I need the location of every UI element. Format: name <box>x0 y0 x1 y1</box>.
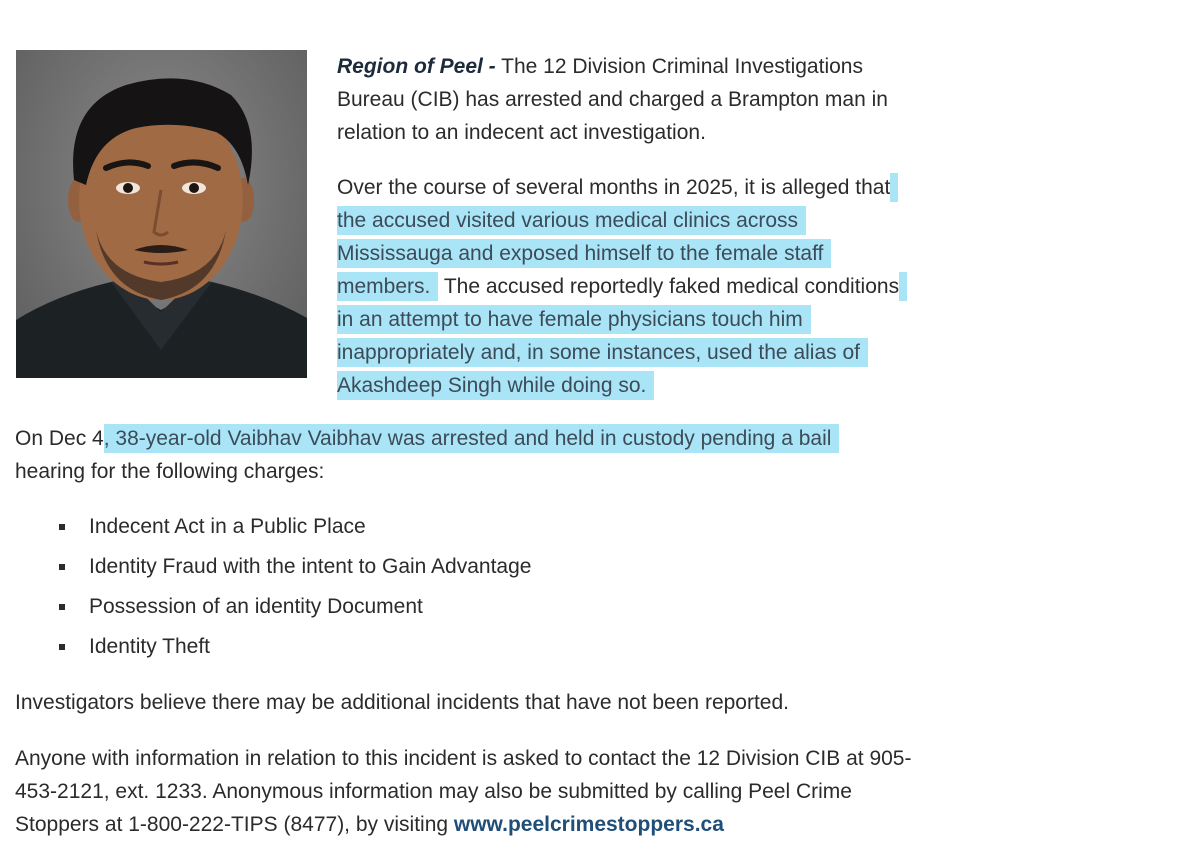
intro-column <box>337 50 917 402</box>
allegation-text-2: The accused reportedly faked medical conditions <box>438 275 900 298</box>
location-label: Region of Peel - <box>337 55 496 78</box>
allegation-text-1: Over the course of several months in 2025, it is alleged that <box>337 176 891 199</box>
arrest-paragraph <box>15 422 915 488</box>
investigators-section <box>15 686 915 719</box>
arrest-text-2: hearing for the following charges: <box>15 460 325 483</box>
arrest-highlight: , 38-year-old Vaibhav Vaibhav was arrested and held in custody pending a bail <box>104 424 840 453</box>
bullet-square-icon <box>59 604 65 610</box>
contact-section <box>15 742 915 841</box>
charge-label: Identity Theft <box>89 635 211 658</box>
list-item <box>15 510 531 550</box>
list-item <box>15 630 531 670</box>
bullet-square-icon <box>59 524 65 530</box>
charge-label: Indecent Act in a Public Place <box>89 515 366 538</box>
allegation-highlight-2: in an attempt to have female physicians touch him inappropriately and, in some instances, used the alias of Akashdeep Singh while doing so. <box>337 272 907 400</box>
charge-label: Possession of an identity Document <box>89 595 423 618</box>
intro-paragraph <box>337 50 917 149</box>
arrest-section <box>15 422 915 488</box>
investigators-paragraph: Investigators believe there may be additional incidents that have not been reported. <box>15 691 789 714</box>
intro-text: The 12 Division Criminal Investigations Bureau (CIB) has arrested and charged a Brampton man in relation to an indecent act investigation. <box>337 55 888 144</box>
list-item <box>15 590 531 630</box>
contact-text: Anyone with information in relation to this incident is asked to contact the 12 Division CIB at 905-453-2121, ext. 1233. Anonymous information may also be submitted by calling Peel Crime Stoppers at 1-800-222-TIPS (8477), by visiting <box>15 747 912 836</box>
person-portrait-icon <box>16 50 307 378</box>
bullet-square-icon <box>59 644 65 650</box>
bullet-square-icon <box>59 564 65 570</box>
allegation-highlight-1: the accused visited various medical clinics across Mississauga and exposed himself to the female staff members. <box>337 173 898 301</box>
list-item <box>15 550 531 590</box>
allegation-paragraph <box>337 171 917 402</box>
contact-paragraph <box>15 742 915 841</box>
charge-label: Identity Fraud with the intent to Gain Advantage <box>89 555 532 578</box>
mugshot-photo <box>16 50 307 378</box>
crimestoppers-link[interactable]: www.peelcrimestoppers.ca <box>453 813 724 836</box>
charges-list <box>15 510 531 670</box>
arrest-text-1: On Dec 4 <box>15 427 104 450</box>
